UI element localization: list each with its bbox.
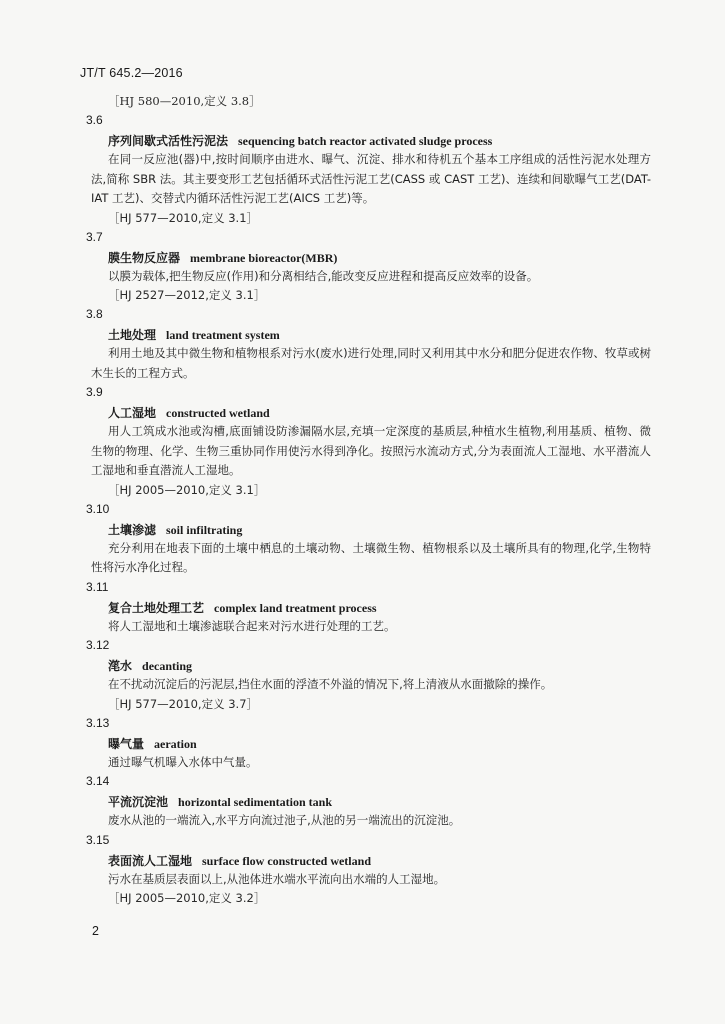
term-definition: 利用土地及其中微生物和植物根系对污水(废水)进行处理,同时又利用其中水分和肥分促进农作物、牧草或树木生长的工程方式。 xyxy=(91,346,651,380)
term-number: 3.7 xyxy=(86,229,103,244)
term-number: 3.15 xyxy=(86,832,110,847)
term-chinese-name: 土地处理 xyxy=(108,328,157,342)
term-chinese-name: 平流沉淀池 xyxy=(108,795,169,809)
term-entry xyxy=(0,636,725,714)
term-title xyxy=(108,519,725,539)
term-title xyxy=(108,791,725,811)
term-chinese-name: 表面流人工湿地 xyxy=(108,853,193,868)
term-source-citation: ［HJ 2005—2010,定义 3.1］ xyxy=(108,482,266,497)
term-title xyxy=(108,850,725,870)
term-definition: 以膜为载体,把生物反应(作用)和分离相结合,能改变反应进程和提高反应效率的设备。 xyxy=(108,268,539,283)
page-number: 2 xyxy=(92,924,99,938)
term-number: 3.14 xyxy=(86,774,110,788)
term-title xyxy=(108,655,725,675)
term-chinese-name: 序列间歇式活性污泥法 xyxy=(108,134,229,148)
term-chinese-name: 滗水 xyxy=(108,659,133,673)
term-number: 3.10 xyxy=(86,501,110,516)
term-english-name: membrane bioreactor(MBR) xyxy=(190,250,338,265)
term-entry xyxy=(0,500,725,578)
term-chinese-name: 膜生物反应器 xyxy=(108,250,181,265)
term-source-citation: ［HJ 2527—2012,定义 3.1］ xyxy=(108,288,266,302)
terms-list xyxy=(0,92,725,908)
term-entry xyxy=(0,228,725,306)
term-english-name: aeration xyxy=(154,736,197,751)
term-english-name: surface flow constructed wetland xyxy=(202,853,371,868)
term-definition: 在不扰动沉淀后的污泥层,挡住水面的浮渣不外溢的情况下,将上清液从水面撤除的操作。 xyxy=(108,677,553,691)
term-chinese-name: 人工湿地 xyxy=(108,406,157,420)
leading-source-citation: ［HJ 580—2010,定义 3.8］ xyxy=(108,94,261,108)
term-chinese-name: 曝气量 xyxy=(108,736,145,751)
term-title xyxy=(108,130,725,150)
term-number: 3.13 xyxy=(86,715,110,730)
term-number: 3.12 xyxy=(86,638,110,652)
term-english-name: constructed wetland xyxy=(166,406,270,420)
term-english-name: decanting xyxy=(142,659,193,673)
term-english-name: horizontal sedimentation tank xyxy=(178,795,333,809)
term-title xyxy=(108,597,725,617)
term-entry xyxy=(0,111,725,228)
term-definition: 将人工湿地和土壤渗滤联合起来对污水进行处理的工艺。 xyxy=(108,618,396,633)
term-entry xyxy=(0,831,725,909)
term-title xyxy=(108,402,725,422)
term-title xyxy=(108,733,725,753)
term-chinese-name: 复合土地处理工艺 xyxy=(108,600,205,615)
term-english-name: complex land treatment process xyxy=(214,600,377,615)
term-definition: 在同一反应池(器)中,按时间顺序由进水、曝气、沉淀、排水和待机五个基本工序组成的活性污泥水处理方法,简称 SBR 法。其主要变形工艺包括循环式活性污泥工艺(CASS 或 CAST 工艺)、连续和间歇曝气工艺(DAT-IAT 工艺)、交替式内循环活性污泥工艺(AICS 工艺)等。 xyxy=(91,152,651,205)
term-entry xyxy=(0,714,725,773)
term-title xyxy=(108,247,725,267)
term-definition: 废水从池的一端流入,水平方向流过池子,从池的另一端流出的沉淀池。 xyxy=(108,813,461,827)
term-entry xyxy=(0,383,725,500)
term-title xyxy=(108,324,725,344)
term-definition: 充分利用在地表下面的土壤中栖息的土壤动物、土壤微生物、植物根系以及土壤所具有的物理,化学,生物特性将污水净化过程。 xyxy=(91,540,651,574)
term-chinese-name: 土壤渗滤 xyxy=(108,522,157,537)
term-entry xyxy=(0,578,725,637)
term-definition: 污水在基质层表面以上,从池体进水端水平流向出水端的人工湿地。 xyxy=(108,871,446,886)
term-source-citation: ［HJ 577—2010,定义 3.7］ xyxy=(108,696,259,711)
term-source-citation: ［HJ 2005—2010,定义 3.2］ xyxy=(108,891,266,905)
term-entry xyxy=(0,305,725,383)
term-number: 3.11 xyxy=(86,579,109,594)
term-number: 3.6 xyxy=(86,113,103,127)
term-english-name: sequencing batch reactor activated sludge process xyxy=(238,134,493,148)
term-english-name: land treatment system xyxy=(166,328,280,342)
term-source-citation: ［HJ 577—2010,定义 3.1］ xyxy=(108,210,259,225)
term-entry xyxy=(0,772,725,831)
term-english-name: soil infiltrating xyxy=(166,522,243,537)
standard-number-header: JT/T 645.2—2016 xyxy=(80,66,183,80)
term-number: 3.8 xyxy=(86,307,103,321)
term-number: 3.9 xyxy=(86,385,103,399)
term-definition: 通过曝气机曝入水体中气量。 xyxy=(108,754,258,769)
term-definition: 用人工筑成水池或沟槽,底面铺设防渗漏隔水层,充填一定深度的基质层,种植水生植物,利用基质、植物、微生物的物理、化学、生物三重协同作用使污水得到净化。按照污水流动方式,分为表面流人工湿地、水平潜流人工湿地和垂直潜流人工湿地。 xyxy=(91,424,651,477)
